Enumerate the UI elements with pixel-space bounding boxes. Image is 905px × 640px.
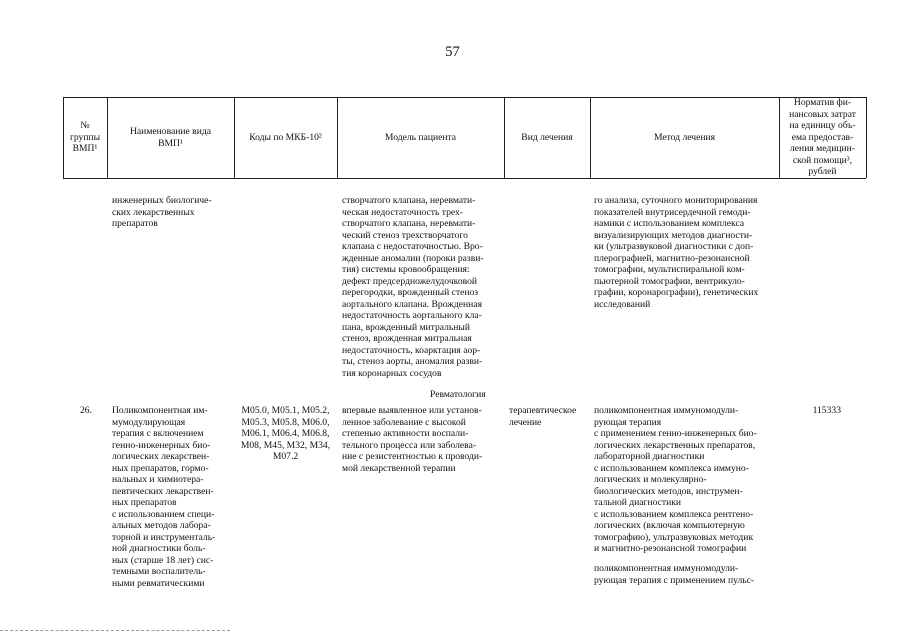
- header-col-icd-codes: Коды по МКБ-10²: [249, 131, 322, 143]
- header-col-group-number: № группы ВМП¹: [69, 120, 101, 155]
- header-col-cost-standard: Норматив фи- нансовых затрат на единицу объ- ема предостав- ления медицин- ской помощи³, рублей: [789, 97, 856, 178]
- row-number: 26.: [80, 405, 92, 416]
- continuation-name: инженерных биологиче- ских лекарственных препаратов: [112, 195, 212, 229]
- header-col-patient-model: Модель пациента: [384, 131, 457, 143]
- continuation-method: го анализа, суточного мониторирования показателей внутрисердечной гемоди- намики с использованием комплекса визуализирующих методов диагности- ки (ультразвуковой диагностики с доп- плерографией, магнитно-резонансной томографии, мультиспиральной ком- пьютерной томографии, вентрикуло- графии, коронарографии), генетических исследований: [594, 195, 759, 310]
- row-treatment-method: поликомпонентная иммуномодули- рующая терапия с применением генно-инженерных био- логических лекарственных препаратов, лабораторной диагностики с использованием комплекса иммуно- логических и молекулярно- биологических методов, инструмен- тальной диагностики с использованием комплекса рентгено- логических (включая компьютерную томографию), ультразвуковых методик и магнитно-резонансной томографии: [594, 405, 757, 554]
- header-col-treatment-type: Вид лечения: [521, 131, 573, 143]
- scan-artifact-line: [0, 630, 230, 631]
- header-divider: [866, 97, 867, 178]
- section-title: Ревматология: [430, 389, 486, 400]
- row-treatment-method-continued: поликомпонентная иммуномодули- рующая терапия с применением пульс-: [594, 563, 755, 586]
- header-bottom-border: [63, 178, 866, 179]
- row-patient-model: впервые выявленное или установ- ленное заболевание с высокой степенью активности воспали- тельного процесса или заболева- ние с резистентностью к проводи- мой лекарственной терапии: [342, 405, 483, 474]
- row-cost-standard: 115333: [812, 405, 841, 416]
- header-col-vmp-name: Наименование вида ВМП¹: [130, 126, 211, 149]
- page-number: 57: [445, 44, 460, 60]
- row-vmp-name: Поликомпонентная им- мумодулирующая терапия с включением генно-инженерных био- логических лекарствен- ных препаратов, гормо- нальных и химиотера- певтических лекарствен- ных препаратов с использованием специ- альных методов лабора- торной и инструменталь- ной диагностики боль- ных (старше 18 лет) сис- темными воспалитель- ными ревматическими: [112, 405, 216, 589]
- continuation-model: створчатого клапана, неревмати- ческая недостаточность трех- створчатого клапана, неревмати- ческий стеноз трехстворчатого клапана с недостаточностью. Вро- жденные аномалии (пороки разви- тия) системы кровообращения: дефект предсердножелудочковой перегородки, врожденный стеноз аортального клапана. Врожденная недостаточность аортального кла- пана, врожденный митральный стеноз, врожденная митральная недостаточность, коарктация аор- ты, стеноз аорты, аномалия разви- тия коронарных сосудов: [342, 195, 484, 379]
- row-treatment-type: терапевтическое лечение: [509, 405, 577, 428]
- header-col-treatment-method: Метод лечения: [653, 131, 716, 143]
- row-icd-codes: M05.0, M05.1, M05.2, M05.3, M05.8, M06.0, M06.1, M06.4, M06.8, M08, M45, M32, M34, M07.2: [240, 405, 331, 462]
